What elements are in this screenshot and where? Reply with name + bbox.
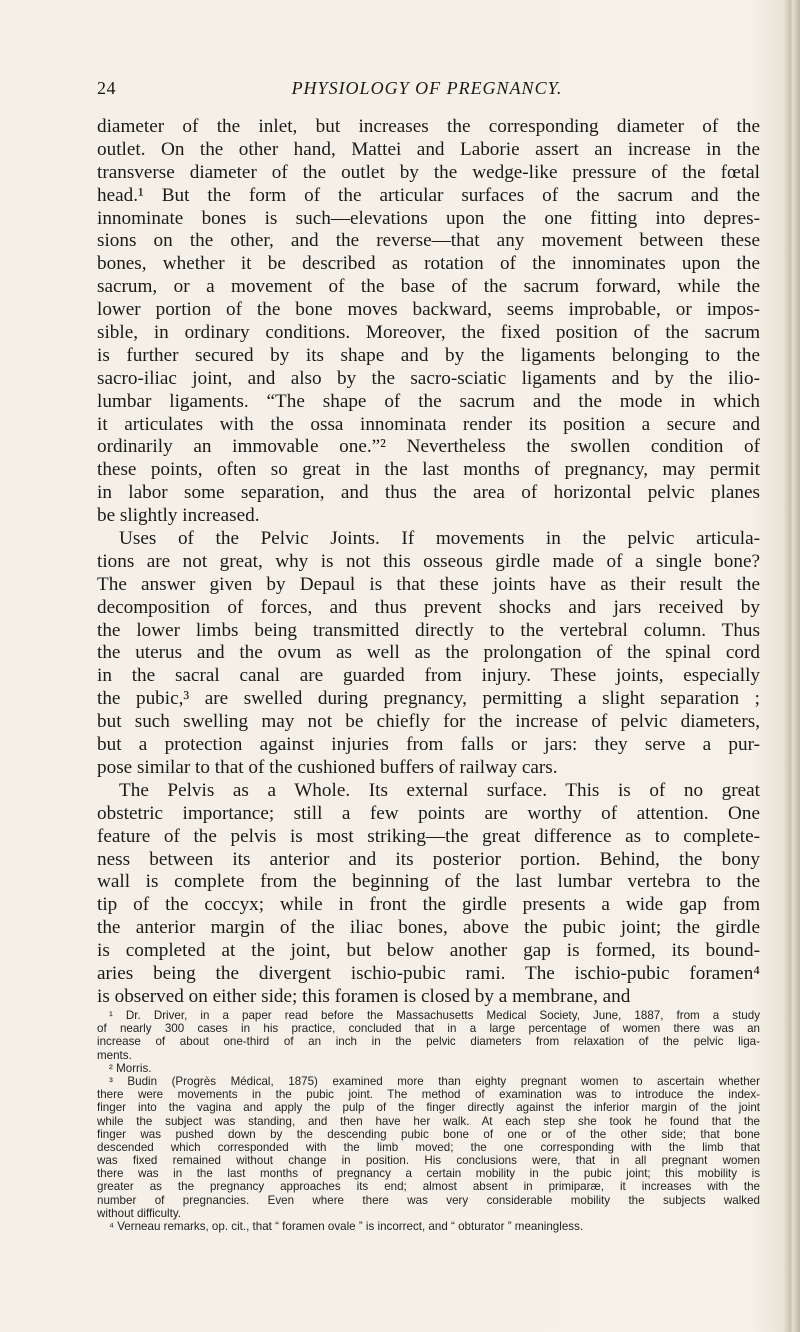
text-line: ness between its anterior and its posterior portion. Behind, the bony [97,848,760,870]
footnote-line: of nearly 300 cases in his practice, concluded that in a large percentage of women there was an [97,1022,760,1036]
page-number: 24 [97,78,116,98]
footnote-line: finger was pushed down by the descending pubic bone of one or of the other side; that bone [97,1127,760,1141]
text-line: aries being the divergent ischio-pubic rami. The ischio-pubic foramen⁴ [97,962,760,984]
footnote-line: ments. [97,1048,132,1062]
footnote-line: without difficulty. [97,1206,181,1220]
footnote-line: there was in the last months of pregnancy a certain mobility in the pubic joint; this mobility is [97,1167,760,1181]
text-line: diameter of the inlet, but increases the corresponding diameter of the [97,116,760,137]
text-line: transverse diameter of the outlet by the wedge-like pressure of the fœtal [97,161,760,183]
text-line: sacrum, or a movement of the base of the sacrum forward, while the [97,276,760,298]
text-line: sacro-iliac joint, and also by the sacro-sciatic ligaments and by the ilio- [97,367,760,389]
footnote-line: increase of about one-third of an inch in the pelvic diameters from relaxation of the pelvic liga- [97,1035,760,1049]
page-header [97,78,757,104]
text-line: the lower limbs being transmitted directly to the vertebral column. Thus [97,619,760,641]
text-line: ordinarily an immovable one.”² Nevertheless the swollen condition of [97,436,760,458]
text-line: but such swelling may not be chiefly for the increase of pelvic diameters, [97,711,760,733]
page-edge [784,0,800,1332]
footnotes [97,1009,760,1233]
text-line: it articulates with the ossa innominata render its position a secure and [97,413,760,435]
text-line: innominate bones is such—elevations upon the one fitting into depres- [97,207,760,229]
text-line: be slightly increased. [97,505,260,527]
text-line: is further secured by its shape and by the ligaments belonging to the [97,344,760,366]
footnote-line: ¹ Dr. Driver, in a paper read before the Massachusetts Medical Society, June, 1887, from a study [109,1009,760,1022]
body-text [97,116,760,1009]
text-line: obstetric importance; still a few points are worthy of attention. One [97,802,760,824]
text-line: the pubic,³ are swelled during pregnancy, permitting a slight separation ; [97,688,760,710]
footnote-line: ² Morris. [109,1061,152,1075]
text-line: lower portion of the bone moves backward, seems improbable, or impos- [97,299,760,321]
footnote-line: ⁴ Verneau remarks, op. cit., that “ foramen ovale ” is incorrect, and “ obturator ” meaningless. [109,1220,584,1233]
footnote-line: finger into the vagina and apply the pulp of the finger directly against the inferior margin of the joint [97,1101,760,1115]
text-line: lumbar ligaments. “The shape of the sacrum and the mode in which [97,390,760,412]
footnote-line: descended which corresponded with the limb moved; the one corresponding with the limb that [97,1140,760,1154]
text-line: wall is complete from the beginning of the last lumbar vertebra to the [97,871,760,893]
footnote-line: there were movements in the pubic joint. The method of examination was to introduce the index- [97,1088,760,1102]
text-line: bones, whether it be described as rotation of the innominates upon the [97,253,760,275]
text-line: is observed on either side; this foramen is closed by a membrane, and [97,985,631,1007]
text-line: sions on the other, and the reverse—that any movement between these [97,230,760,252]
text-line: pose similar to that of the cushioned buffers of railway cars. [97,756,558,778]
footnote-line: ³ Budin (Progrès Médical, 1875) examined more than eighty pregnant women to ascertain whether [109,1074,760,1088]
text-line: The answer given by Depaul is that these joints have as their result the [97,573,760,595]
text-line: in the sacral canal are guarded from injury. These joints, especially [97,665,760,687]
text-line: in labor some separation, and thus the area of horizontal pelvic planes [97,482,760,504]
text-line: feature of the pelvis is most striking—the great difference as to complete- [97,825,760,847]
text-line: but a protection against injuries from falls or jars: they serve a pur- [97,734,760,756]
text-line: is completed at the joint, but below another gap is formed, its bound- [97,940,760,962]
running-title: PHYSIOLOGY OF PREGNANCY. [291,78,563,98]
footnote-line: while the subject was standing, and then have her walk. At each step she took he found that the [97,1114,760,1128]
footnote-line: was fixed remained without change in position. His conclusions were, that in all pregnant women [97,1154,760,1168]
text-line: tions are not great, why is not this osseous girdle made of a single bone? [97,550,760,572]
text-line: The Pelvis as a Whole. Its external surface. This is of no great [119,779,760,801]
text-line: the anterior margin of the iliac bones, above the pubic joint; the girdle [97,917,760,939]
text-line: sible, in ordinary conditions. Moreover, the fixed position of the sacrum [97,322,760,344]
text-line: the uterus and the ovum as well as the prolongation of the spinal cord [97,642,760,664]
footnote-line: greater as the pregnancy approaches its end; almost absent in primiparæ, it increases with the [97,1180,760,1194]
text-line: outlet. On the other hand, Mattei and Laborie assert an increase in the [97,138,760,160]
text-line: decomposition of forces, and thus prevent shocks and jars received by [97,596,760,618]
text-line: Uses of the Pelvic Joints. If movements in the pelvic articula- [119,528,760,550]
footnote-line: number of pregnancies. Even where there was very considerable mobility the subjects walked [97,1193,760,1207]
text-line: these points, often so great in the last months of pregnancy, may permit [97,459,760,481]
text-line: tip of the coccyx; while in front the girdle presents a wide gap from [97,894,760,916]
text-line: head.¹ But the form of the articular surfaces of the sacrum and the [97,184,760,206]
